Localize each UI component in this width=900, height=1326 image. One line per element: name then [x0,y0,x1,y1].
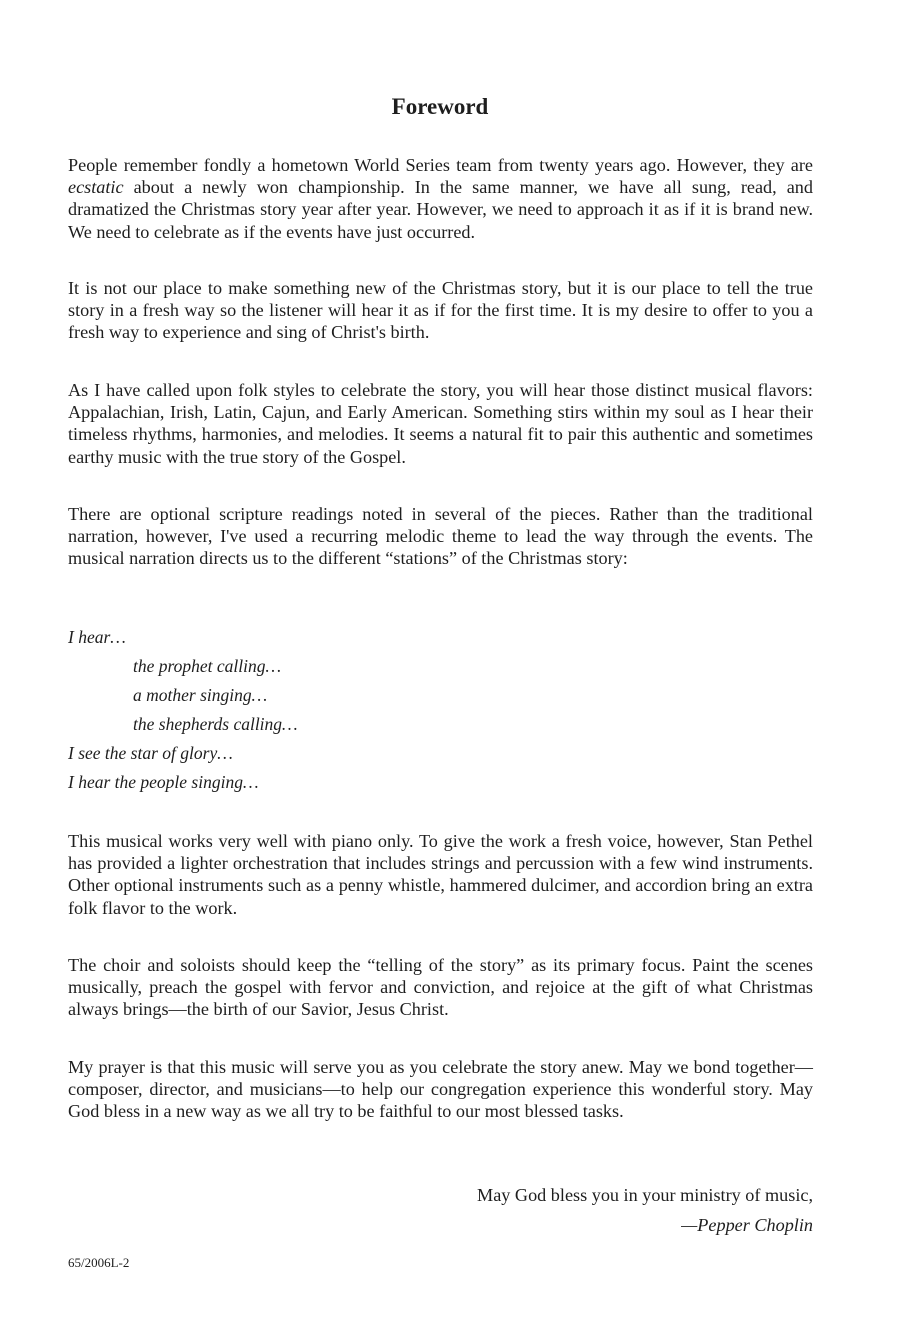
paragraph-scripture-readings: There are optional scripture readings noted in several of the pieces. Rather than the traditional narration, however, I've used a recurring melodic theme to lead the way through the events. The musical narration directs us to the different “stations” of the Christmas story: [68,504,813,569]
station-item: a mother singing… [133,685,268,705]
station-item: I see the star of glory… [68,743,233,763]
paragraph-prayer: My prayer is that this music will serve you as you celebrate the story anew. May we bond together—composer, director, and musicians—to help our congregation experience this wonderful story. May God bless in a new way as we all try to be faithful to our most blessed tasks. [68,1057,813,1122]
paragraph-orchestration: This musical works very well with piano only. To give the work a fresh voice, however, Stan Pethel has provided a lighter orchestration that includes strings and percussion with a few wind instruments. Other optional instruments such as a penny whistle, hammered dulcimer, and accordion bring an extra folk flavor to the work. [68,831,813,918]
paragraph-folk-styles: As I have called upon folk styles to celebrate the story, you will hear those distinct musical flavors: Appalachian, Irish, Latin, Cajun, and Early American. Something stirs within my soul as I hear their timeless rhythms, harmonies, and melodies. It seems a natural fit to pair this authentic and sometimes earthy music with the true story of the Gospel. [68,380,813,467]
paragraph-text: People remember fondly a hometown World Series team from twenty years ago. However, they are [68,155,813,175]
signature: —Pepper Choplin [681,1215,813,1235]
station-item: the prophet calling… [133,656,282,676]
closing-blessing: May God bless you in your ministry of music, [477,1185,813,1205]
closing-block [477,1180,813,1240]
stations-list [68,626,813,800]
station-item: the shepherds calling… [133,714,298,734]
station-item: I hear the people singing… [68,772,259,792]
page-code: 65/2006L-2 [68,1255,130,1270]
paragraph-world-series [68,154,813,243]
paragraph-choir-soloists: The choir and soloists should keep the “telling of the story” as its primary focus. Paint the scenes musically, preach the gospel with fervor and conviction, and rejoice at the gift of what Christmas always brings—the birth of our Savior, Jesus Christ. [68,955,813,1020]
paragraph-text: about a newly won championship. In the same manner, we have all sung, read, and dramatized the Christmas story year after year. However, we need to approach it as if it is brand new. We need to celebrate as if the events have just occurred. [68,177,813,242]
station-item: I hear… [68,627,126,647]
page-title: Foreword [391,94,489,119]
emphasis-text: ecstatic [68,177,124,198]
paragraph-fresh-way: It is not our place to make something new of the Christmas story, but it is our place to tell the true story in a fresh way so the listener will hear it as if for the first time. It is my desire to offer to you a fresh way to experience and sing of Christ's birth. [68,278,813,343]
